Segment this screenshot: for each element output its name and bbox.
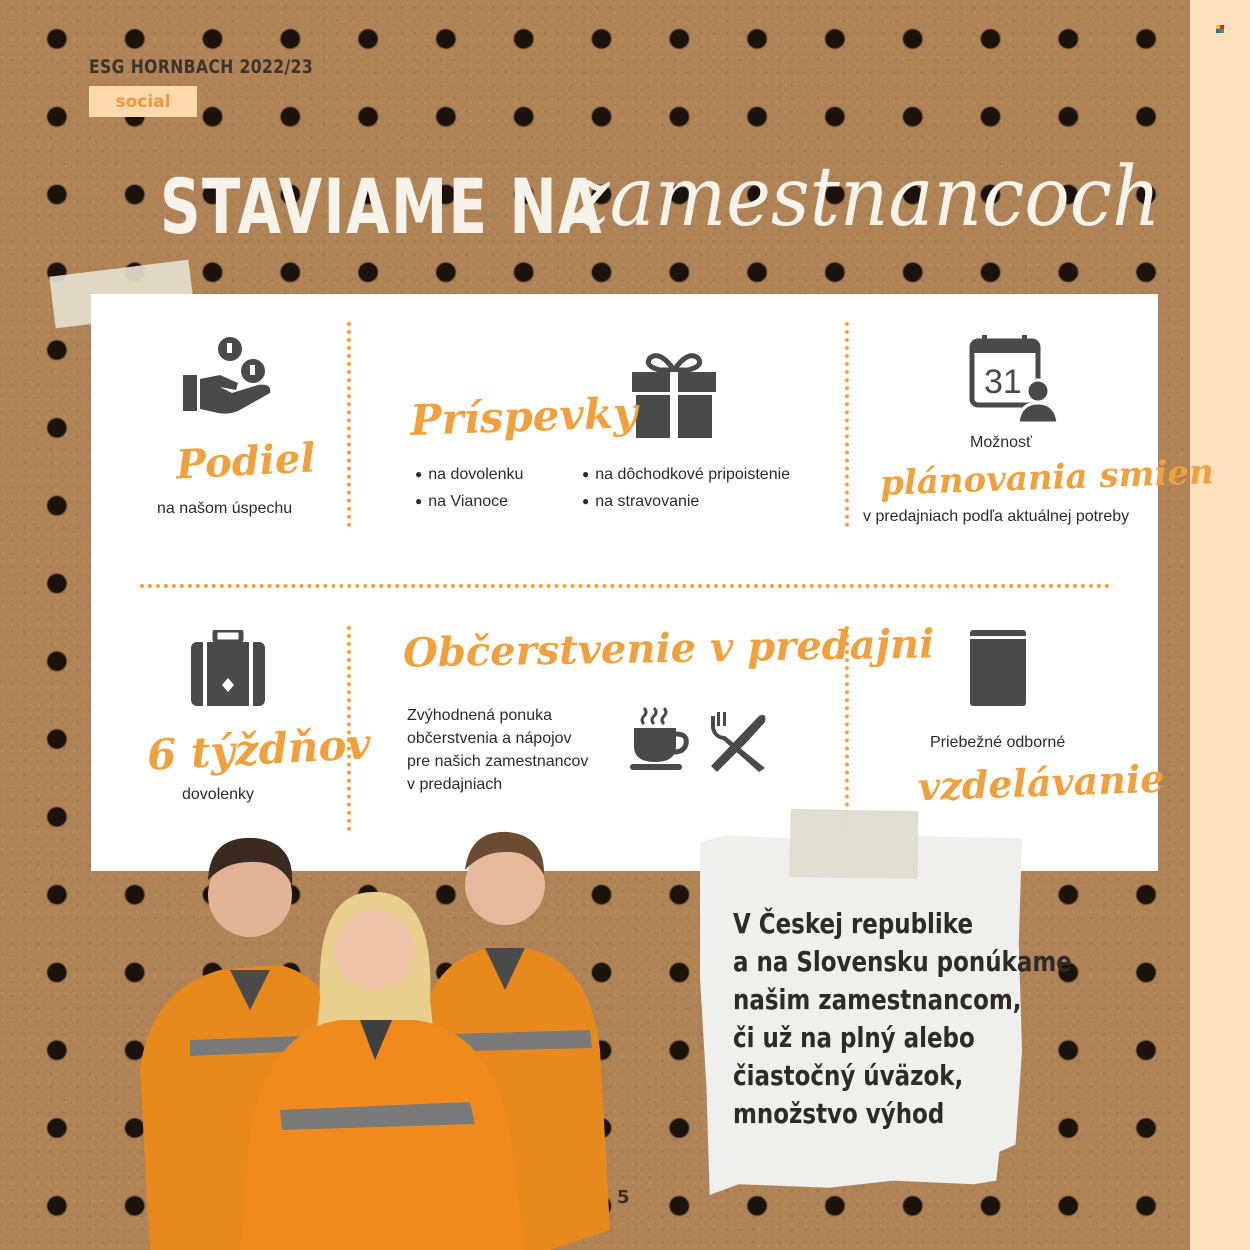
divider — [140, 584, 1110, 588]
coffee-cup-icon — [628, 706, 690, 772]
calendar-day: 31 — [984, 363, 1022, 401]
page-title: STAVIAME NA — [160, 162, 604, 251]
refreshments-line: občerstvenia a nápojov — [407, 730, 572, 747]
note-line: a na Slovensku ponúkame — [733, 945, 1072, 978]
contribution-item: ● na dôchodkové pripoistenie — [582, 466, 790, 484]
note-text — [733, 905, 1072, 1133]
contribution-item: ● na stravovanie — [582, 493, 699, 511]
vacation-caption: dovolenky — [182, 786, 255, 803]
refreshments-line: pre našich zamestnancov — [407, 753, 589, 770]
note-line: V Českej republike — [733, 907, 974, 940]
note-line: množstvo výhod — [733, 1097, 945, 1130]
divider — [845, 322, 849, 527]
fork-knife-icon — [707, 710, 769, 772]
training-pre: Priebežné odborné — [930, 734, 1066, 751]
shifts-caption: v predajniach podľa aktuálnej potreby — [863, 508, 1130, 525]
contribution-item: ● na Vianoce — [415, 493, 508, 511]
training-highlight: vzdelávanie — [917, 755, 1166, 810]
divider — [347, 322, 351, 527]
employees-photo — [130, 830, 630, 1250]
vacation-highlight: 6 týždňov — [145, 719, 372, 780]
share-highlight: Podiel — [174, 434, 317, 489]
contributions-highlight: Príspevky — [409, 388, 639, 445]
refreshments-line: v predajniach — [407, 776, 503, 793]
note-line: našim zamestnancom, — [733, 983, 1022, 1016]
shifts-pre: Možnosť — [970, 434, 1033, 451]
note-line: čiastočný úväzok, — [733, 1059, 964, 1092]
gift-icon — [630, 350, 718, 440]
side-strip — [1190, 0, 1250, 1250]
suitcase-icon — [189, 630, 267, 708]
refreshments-line: Zvýhodnená ponuka — [407, 707, 552, 724]
note-line: či už na plný alebo — [733, 1021, 975, 1054]
report-brand: ESG HORNBACH 2022/23 — [89, 56, 314, 78]
contribution-item: ● na dovolenku — [415, 466, 523, 484]
hand-coins-icon — [180, 335, 275, 417]
tape-decoration — [789, 809, 918, 879]
page-number: 5 — [617, 1187, 630, 1208]
book-icon — [968, 630, 1028, 708]
calendar-person-icon — [968, 335, 1060, 425]
brand-logo-icon — [1216, 25, 1224, 33]
section-tag: social — [89, 86, 197, 117]
refreshments-highlight: Občerstvenie v predajni — [402, 620, 935, 677]
share-caption: na našom úspechu — [157, 500, 293, 517]
shifts-highlight: plánovania smien — [879, 452, 1215, 504]
page-title-script: zamestnancoch — [570, 150, 1161, 245]
